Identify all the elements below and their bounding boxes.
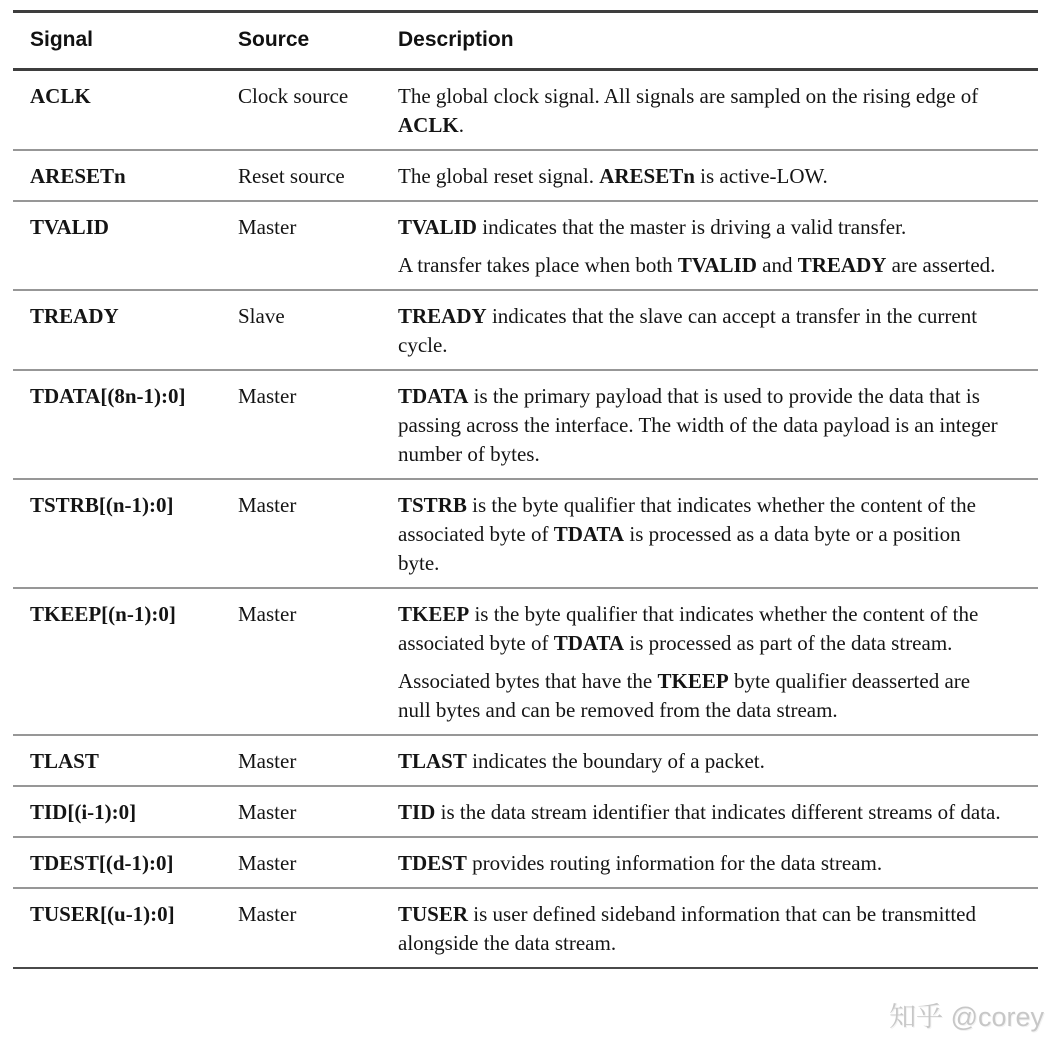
source-cell: Master (238, 749, 297, 773)
description-cell (398, 70, 1038, 151)
source-cell: Master (238, 851, 297, 875)
description-paragraph: TKEEP is the byte qualifier that indicates whether the content of the associated byte of TDATA is processed as part of the data stream. (398, 602, 979, 655)
source-cell: Master (238, 384, 297, 408)
signal-cell: ARESETn (30, 164, 126, 188)
table-row (13, 786, 1038, 837)
table-header (13, 12, 1038, 70)
table-row (13, 70, 1038, 151)
table-row (13, 370, 1038, 479)
column-header-description: Description (398, 28, 514, 51)
description-cell (398, 150, 1038, 201)
description-paragraph: The global reset signal. ARESETn is active-LOW. (398, 164, 828, 188)
signal-cell: TVALID (30, 215, 109, 239)
description-paragraph: TLAST indicates the boundary of a packet. (398, 749, 765, 773)
description-cell (398, 786, 1038, 837)
source-cell: Clock source (238, 84, 349, 108)
description-cell (398, 370, 1038, 479)
description-cell (398, 479, 1038, 588)
signal-cell: TREADY (30, 304, 119, 328)
header-row (13, 12, 1038, 70)
description-paragraph: TREADY indicates that the slave can accept a transfer in the current cycle. (398, 304, 978, 357)
description-cell (398, 290, 1038, 370)
signal-cell: TUSER[(u-1):0] (30, 902, 175, 926)
signal-table (13, 10, 1038, 969)
signal-cell: ACLK (30, 84, 91, 108)
description-paragraph: TSTRB is the byte qualifier that indicates whether the content of the associated byte of TDATA is processed as a data byte or a position byte. (398, 493, 976, 575)
source-cell: Master (238, 215, 297, 239)
table-body (13, 70, 1038, 969)
description-paragraph: TUSER is user defined sideband information that can be transmitted alongside the data stream. (398, 902, 976, 955)
description-cell (398, 888, 1038, 968)
table-row (13, 735, 1038, 786)
table-row (13, 837, 1038, 888)
description-cell (398, 201, 1038, 290)
signal-cell: TDATA[(8n-1):0] (30, 384, 186, 408)
description-paragraph: Associated bytes that have the TKEEP byte qualifier deasserted are null bytes and can be removed from the data stream. (398, 669, 971, 722)
table-row (13, 888, 1038, 968)
description-paragraph: TDEST provides routing information for the data stream. (398, 851, 883, 875)
description-cell (398, 837, 1038, 888)
watermark: 知乎 @corey (889, 1002, 1044, 1032)
signal-cell: TSTRB[(n-1):0] (30, 493, 174, 517)
signal-cell: TID[(i-1):0] (30, 800, 137, 824)
table-row (13, 290, 1038, 370)
description-cell (398, 588, 1038, 735)
signal-cell: TKEEP[(n-1):0] (30, 602, 176, 626)
table-row (13, 588, 1038, 735)
description-cell (398, 735, 1038, 786)
description-paragraph: TID is the data stream identifier that indicates different streams of data. (398, 800, 1001, 824)
source-cell: Master (238, 493, 297, 517)
source-cell: Reset source (238, 164, 345, 188)
table-row (13, 150, 1038, 201)
source-cell: Slave (238, 304, 285, 328)
description-paragraph: TDATA is the primary payload that is used to provide the data that is passing across the interface. The width of the data payload is an integer number of bytes. (398, 384, 998, 466)
description-paragraph: A transfer takes place when both TVALID and TREADY are asserted. (398, 253, 996, 277)
signal-cell: TDEST[(d-1):0] (30, 851, 174, 875)
description-paragraph: The global clock signal. All signals are sampled on the rising edge of ACLK. (398, 84, 979, 137)
column-header-source: Source (238, 28, 310, 51)
signal-cell: TLAST (30, 749, 99, 773)
table-row (13, 479, 1038, 588)
column-header-signal: Signal (30, 28, 94, 51)
source-cell: Master (238, 902, 297, 926)
source-cell: Master (238, 800, 297, 824)
source-cell: Master (238, 602, 297, 626)
table-row (13, 201, 1038, 290)
description-paragraph: TVALID indicates that the master is driving a valid transfer. (398, 215, 907, 239)
